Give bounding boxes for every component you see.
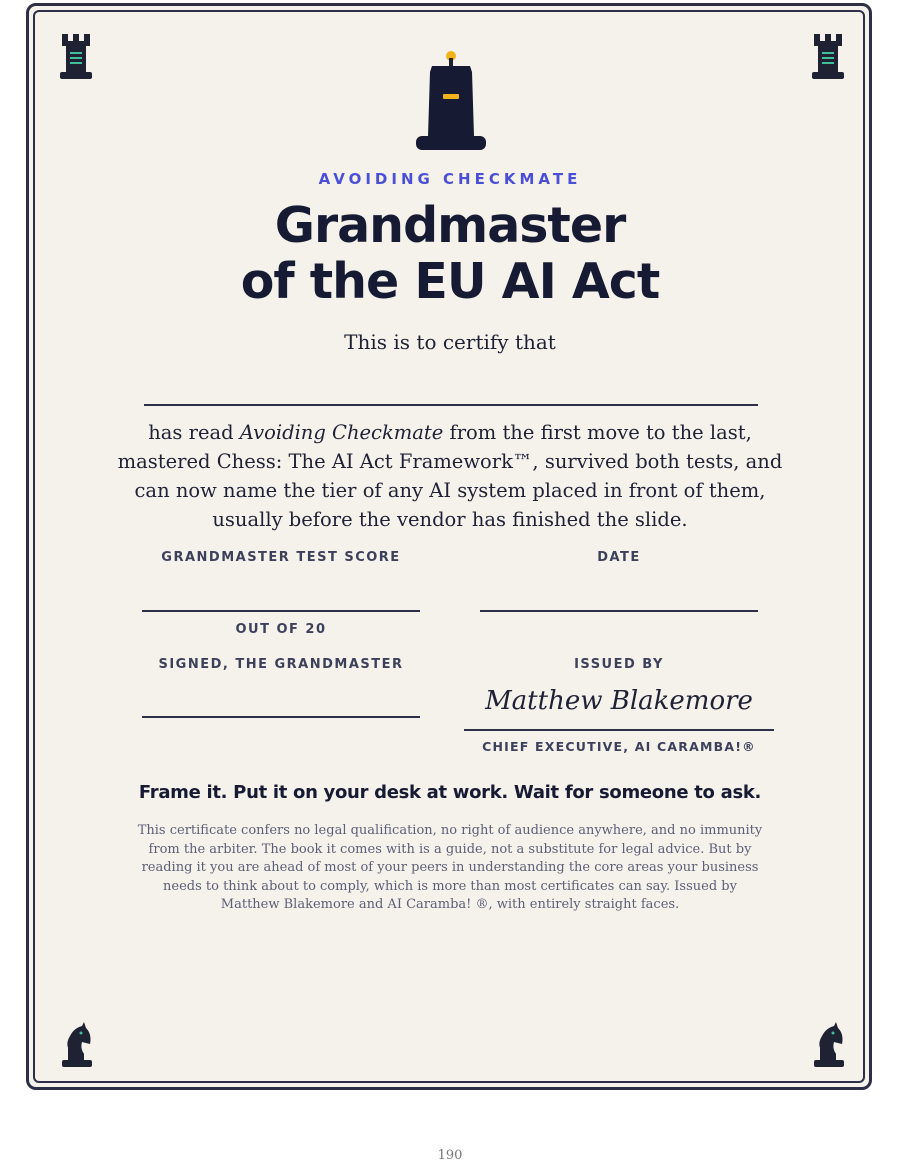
disclaimer-text: This certificate confers no legal qualification, no right of audience anywhere, and no immunity from the arbiter. The book it comes with is a guide, not a substitute for legal advice. But by reading it you are ahead of most of your peers in understanding the core areas your business needs to think about to comply, which is more than most certificates can say. Issued by Matthew Blakemore and AI Caramba! ®, with entirely straight faces. — [137, 823, 763, 912]
certify-statement: This is to certify that — [344, 330, 556, 354]
rook-icon — [56, 32, 96, 82]
issuer-title: CHIEF EXECUTIVE, AI CARAMBA!® — [482, 739, 756, 754]
tagline: Frame it. Put it on your desk at work. Wait for someone to ask. — [138, 782, 762, 803]
rook-icon — [808, 32, 848, 82]
out-of-label: OUT OF 20 — [235, 622, 327, 637]
book-eyebrow: AVOIDING CHECKMATE — [318, 170, 582, 188]
body-text-rest: from the first move to the last, mastered Chess: The AI Act Framework™, survived both tests, and can now name the tier of any AI system placed in front of them, usually before the vendor has finished the slide. — [117, 421, 783, 531]
certificate-frame — [26, 3, 872, 1090]
king-piece-icon — [412, 48, 490, 156]
date-line — [480, 610, 758, 612]
issued-by-label: ISSUED BY — [574, 657, 664, 672]
body-text-intro: has read — [148, 421, 240, 444]
issuer-signature: Matthew Blakemore — [485, 686, 753, 716]
knight-icon — [56, 1020, 96, 1070]
page-number: 190 — [437, 1148, 463, 1163]
certificate-title — [0, 198, 900, 310]
issuer-line — [464, 729, 774, 731]
signature-line — [142, 716, 420, 718]
title-line-2: of the EU AI Act — [240, 253, 660, 310]
book-title: Avoiding Checkmate — [239, 421, 444, 444]
recipient-name-line — [144, 404, 758, 406]
knight-icon — [808, 1020, 848, 1070]
score-line — [142, 610, 420, 612]
title-line-1: Grandmaster — [274, 197, 626, 254]
signed-label: SIGNED, THE GRANDMASTER — [158, 657, 404, 672]
date-label: DATE — [597, 550, 641, 565]
score-label: GRANDMASTER TEST SCORE — [161, 550, 401, 565]
certificate-body — [110, 418, 790, 534]
